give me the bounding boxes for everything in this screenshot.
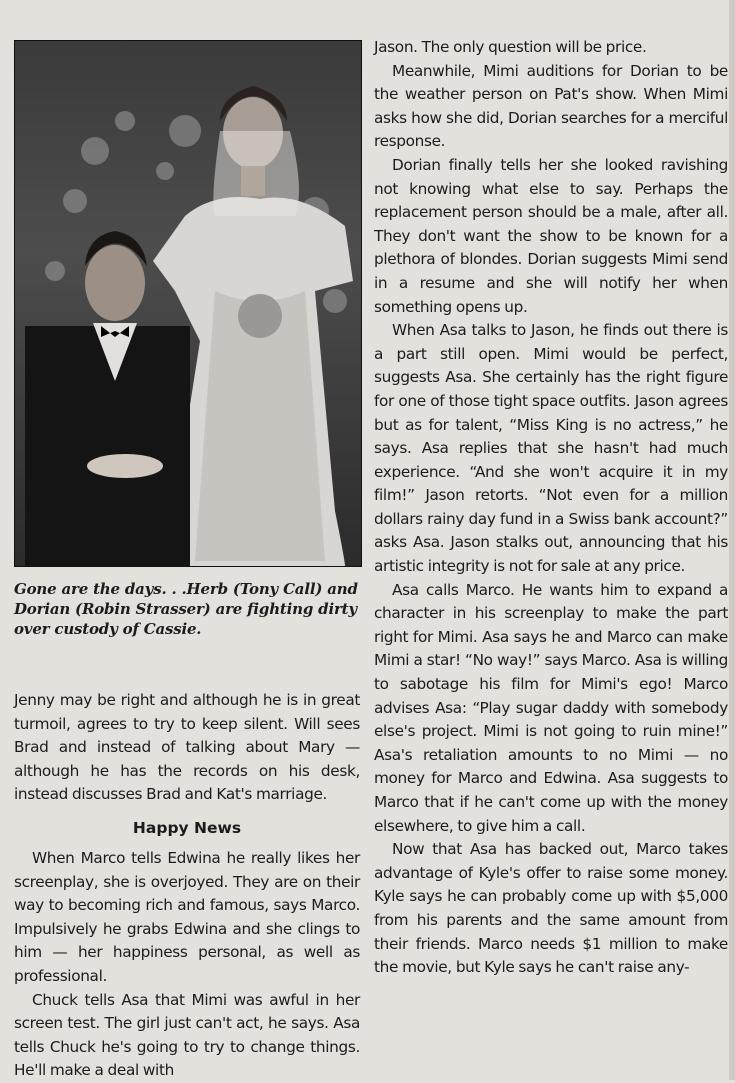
- right-column: [374, 36, 728, 980]
- paragraph: When Marco tells Edwina he really likes her screenplay, she is overjoyed. They are on their way to becoming rich and famous, says Marco. Impulsively he grabs Edwina and she clings to him — her happiness personal, as well as professional.: [14, 848, 360, 985]
- page-edge: [729, 0, 735, 1080]
- paragraph: Now that Asa has backed out, Marco takes advantage of Kyle's offer to raise some money. Kyle says he can probably come up with $5,000 from his parents and the same amount from their friends. Marco needs $1 million to make the movie, but Kyle says he can't raise any-: [374, 840, 728, 977]
- section-heading: Happy News: [132, 818, 242, 837]
- paragraph: Asa calls Marco. He wants him to expand a character in his screenplay to make the part right for Mimi. Asa says he and Marco can make Mimi a star! “No way!” says Marco. Asa is willing to sabotage his film for Mimi's ego! Marco advises Asa: “Play sugar daddy with somebody else's project. Mimi is not going to ruin mine!” Asa's retaliation amounts to no Mimi — no money for Marco and Edwina. Asa suggests to Marco that if he can't come up with the money elsewhere, to give him a call.: [374, 580, 728, 835]
- wedding-photo: [14, 40, 362, 567]
- left-body-text: [14, 689, 360, 1083]
- photo-caption: Gone are the days. . .Herb (Tony Call) and Dorian (Robin Strasser) are fighting dirty over custody of Cassie.: [14, 580, 358, 638]
- paragraph: Chuck tells Asa that Mimi was awful in her screen test. The girl just can't act, he says. Asa tells Chuck he's going to try to change things. He'll make a deal with: [14, 990, 360, 1080]
- paragraph: Dorian finally tells her she looked ravishing not knowing what else to say. Perhaps the replacement person should be a male, after all. They don't want the show to be known for a plethora of blondes. Dorian suggests Mimi send in a resume and she will notify her when something opens up.: [374, 155, 728, 316]
- paragraph: Jason. The only question will be price.: [374, 38, 647, 56]
- paragraph: When Asa talks to Jason, he finds out there is a part still open. Mimi would be perfect, suggests Asa. She certainly has the right figure for one of those tight space outfits. Jason agrees but as for talent, “Miss King is no actress,” he says. Asa replies that she hasn't had much experience. “And she won't acquire it in my film!” Jason retorts. “Not even for a million dollars rainy day fund in a Swiss bank account?” asks Asa. Jason stalks out, announcing that his artistic integrity is not for sale at any price.: [374, 321, 728, 576]
- left-column: [14, 40, 360, 1083]
- paragraph: Jenny may be right and although he is in great turmoil, agrees to try to keep silent. Will sees Brad and instead of talking about Mary — although he has the records on his desk, instead discusses Brad and Kat's marriage.: [14, 691, 360, 804]
- paragraph: Meanwhile, Mimi auditions for Dorian to be the weather person on Pat's show. When Mimi asks how she did, Dorian searches for a merciful response.: [374, 61, 728, 151]
- photo-illustration: [15, 41, 361, 566]
